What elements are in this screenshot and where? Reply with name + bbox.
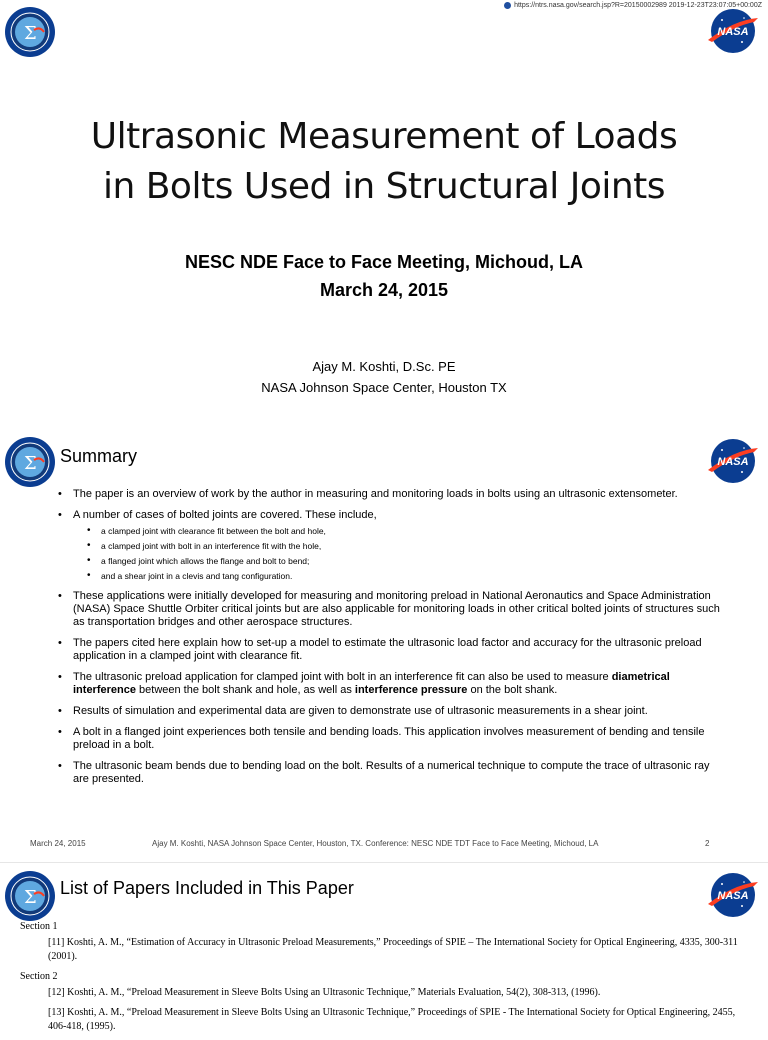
summary-title: Summary [60, 446, 138, 466]
nesc-seal-icon [4, 870, 56, 927]
meeting-date: March 24, 2015 [319, 280, 449, 300]
text-run: The ultrasonic preload application for clamped joint with bolt in an interference fit can also be used to measure [73, 671, 612, 683]
svg-text:NASA: NASA [717, 890, 749, 902]
nasa-meatball-icon [704, 870, 762, 925]
reference-11: [11] Koshti, A. M., “Estimation of Accuracy in Ultrasonic Preload Measurements,” Proceedings of SPIE – The International Society for Optical Engineering, 4335, 300-311 (2001). [48, 937, 738, 962]
summary-bullets [58, 488, 720, 794]
bullet-beam: • The ultrasonic beam bends due to bending load on the bolt. Results of a numerical technique to compute the trace of ultrasonic ray are presented. [58, 760, 720, 786]
svg-text:Σ: Σ [24, 23, 37, 44]
sub-bullet: • and a shear joint in a clevis and tang configuration. [87, 570, 720, 582]
title-line-1: Ultrasonic Measurement of Loads [90, 116, 678, 157]
svg-text:NASA: NASA [717, 26, 749, 38]
papers-slide [0, 864, 768, 1032]
sub-bullet: • a clamped joint with clearance fit between the bolt and hole, [87, 525, 720, 537]
title-line-2: in Bolts Used in Structural Joints [102, 166, 666, 207]
sub-bullet: • a clamped joint with bolt in an interference fit with the hole, [87, 540, 720, 552]
sub-bullet: • a flanged joint which allows the flange and bolt to bend; [87, 555, 720, 567]
papers-list [20, 920, 740, 1040]
text-run: between the bolt shank and hole, as well as [135, 684, 355, 696]
nasa-meatball-icon [704, 6, 762, 61]
meeting-name: NESC NDE Face to Face Meeting, Michoud, LA [184, 252, 584, 272]
bullet-overview: • The paper is an overview of work by the author in measuring and monitoring loads in bolts using an ultrasonic extensometer. [58, 488, 720, 501]
bullet-cases [58, 509, 720, 582]
svg-text:Σ: Σ [24, 887, 37, 908]
author-block [0, 356, 768, 398]
svg-text:NASA: NASA [717, 456, 749, 468]
bold-term: interference pressure [354, 684, 468, 696]
bullet-interference [58, 671, 720, 697]
title-slide [0, 0, 768, 430]
reference-12: [12] Koshti, A. M., “Preload Measurement in Sleeve Bolts Using an Ultrasonic Technique,” Materials Evaluation, 54(2), 308-313, (1996). [48, 987, 601, 998]
bullet-flanged: • A bolt in a flanged joint experiences both tensile and bending loads. This application involves measurement of bending and tensile preload in a bolt. [58, 726, 720, 752]
summary-slide [0, 432, 768, 852]
nesc-seal-icon [4, 6, 56, 63]
author-affiliation: NASA Johnson Space Center, Houston TX [261, 380, 507, 395]
meeting-subtitle [0, 248, 768, 304]
footer-citation: Ajay M. Koshti, NASA Johnson Space Center, Houston, TX. Conference: NESC NDE TDT Face to Face Meeting, Michoud, LA [152, 839, 599, 848]
footer-date: March 24, 2015 [30, 839, 86, 848]
text-run: on the bolt shank. [467, 684, 558, 696]
bullet-model: • The papers cited here explain how to set-up a model to estimate the ultrasonic load factor and accuracy for the ultrasonic preload application in a clamped joint with clearance fit. [58, 637, 720, 663]
reference-13: [13] Koshti, A. M., “Preload Measurement in Sleeve Bolts Using an Ultrasonic Technique,” Proceedings of SPIE - The International Society for Optical Engineering, 2455, 406-418, (1995). [48, 1007, 736, 1032]
nasa-meatball-icon [704, 436, 762, 491]
papers-title: List of Papers Included in This Paper [60, 878, 354, 898]
bullet-applications: • These applications were initially developed for measuring and monitoring preload in National Aeronautics and Space Administration (NASA) Space Shuttle Orbiter critical joints but are also applicable for monitoring loads in other critical bolted joints of structures such as transportation bridges and other aerospace structures. [58, 590, 720, 629]
bold-term: diametrical interference [73, 671, 670, 696]
bullet-shear: • Results of simulation and experimental data are given to demonstrate use of ultrasonic measurements in a shear joint. [58, 705, 720, 718]
cases-sublist [73, 525, 720, 582]
section-heading: Section 1 [20, 921, 58, 932]
slide-divider [0, 862, 768, 863]
footer-page-number: 2 [705, 839, 710, 848]
section-heading: Section 2 [20, 971, 58, 982]
nesc-seal-icon [4, 436, 56, 493]
svg-text:Σ: Σ [24, 453, 37, 474]
bullet-cases-text: A number of cases of bolted joints are covered. These include, [73, 509, 377, 521]
author-name: Ajay M. Koshti, D.Sc. PE [312, 359, 456, 374]
slide-title [0, 112, 768, 212]
ntrs-url-text: https://ntrs.nasa.gov/search.jsp?R=20150002989 2019-12-23T23:07:05+00:00Z [514, 1, 762, 9]
